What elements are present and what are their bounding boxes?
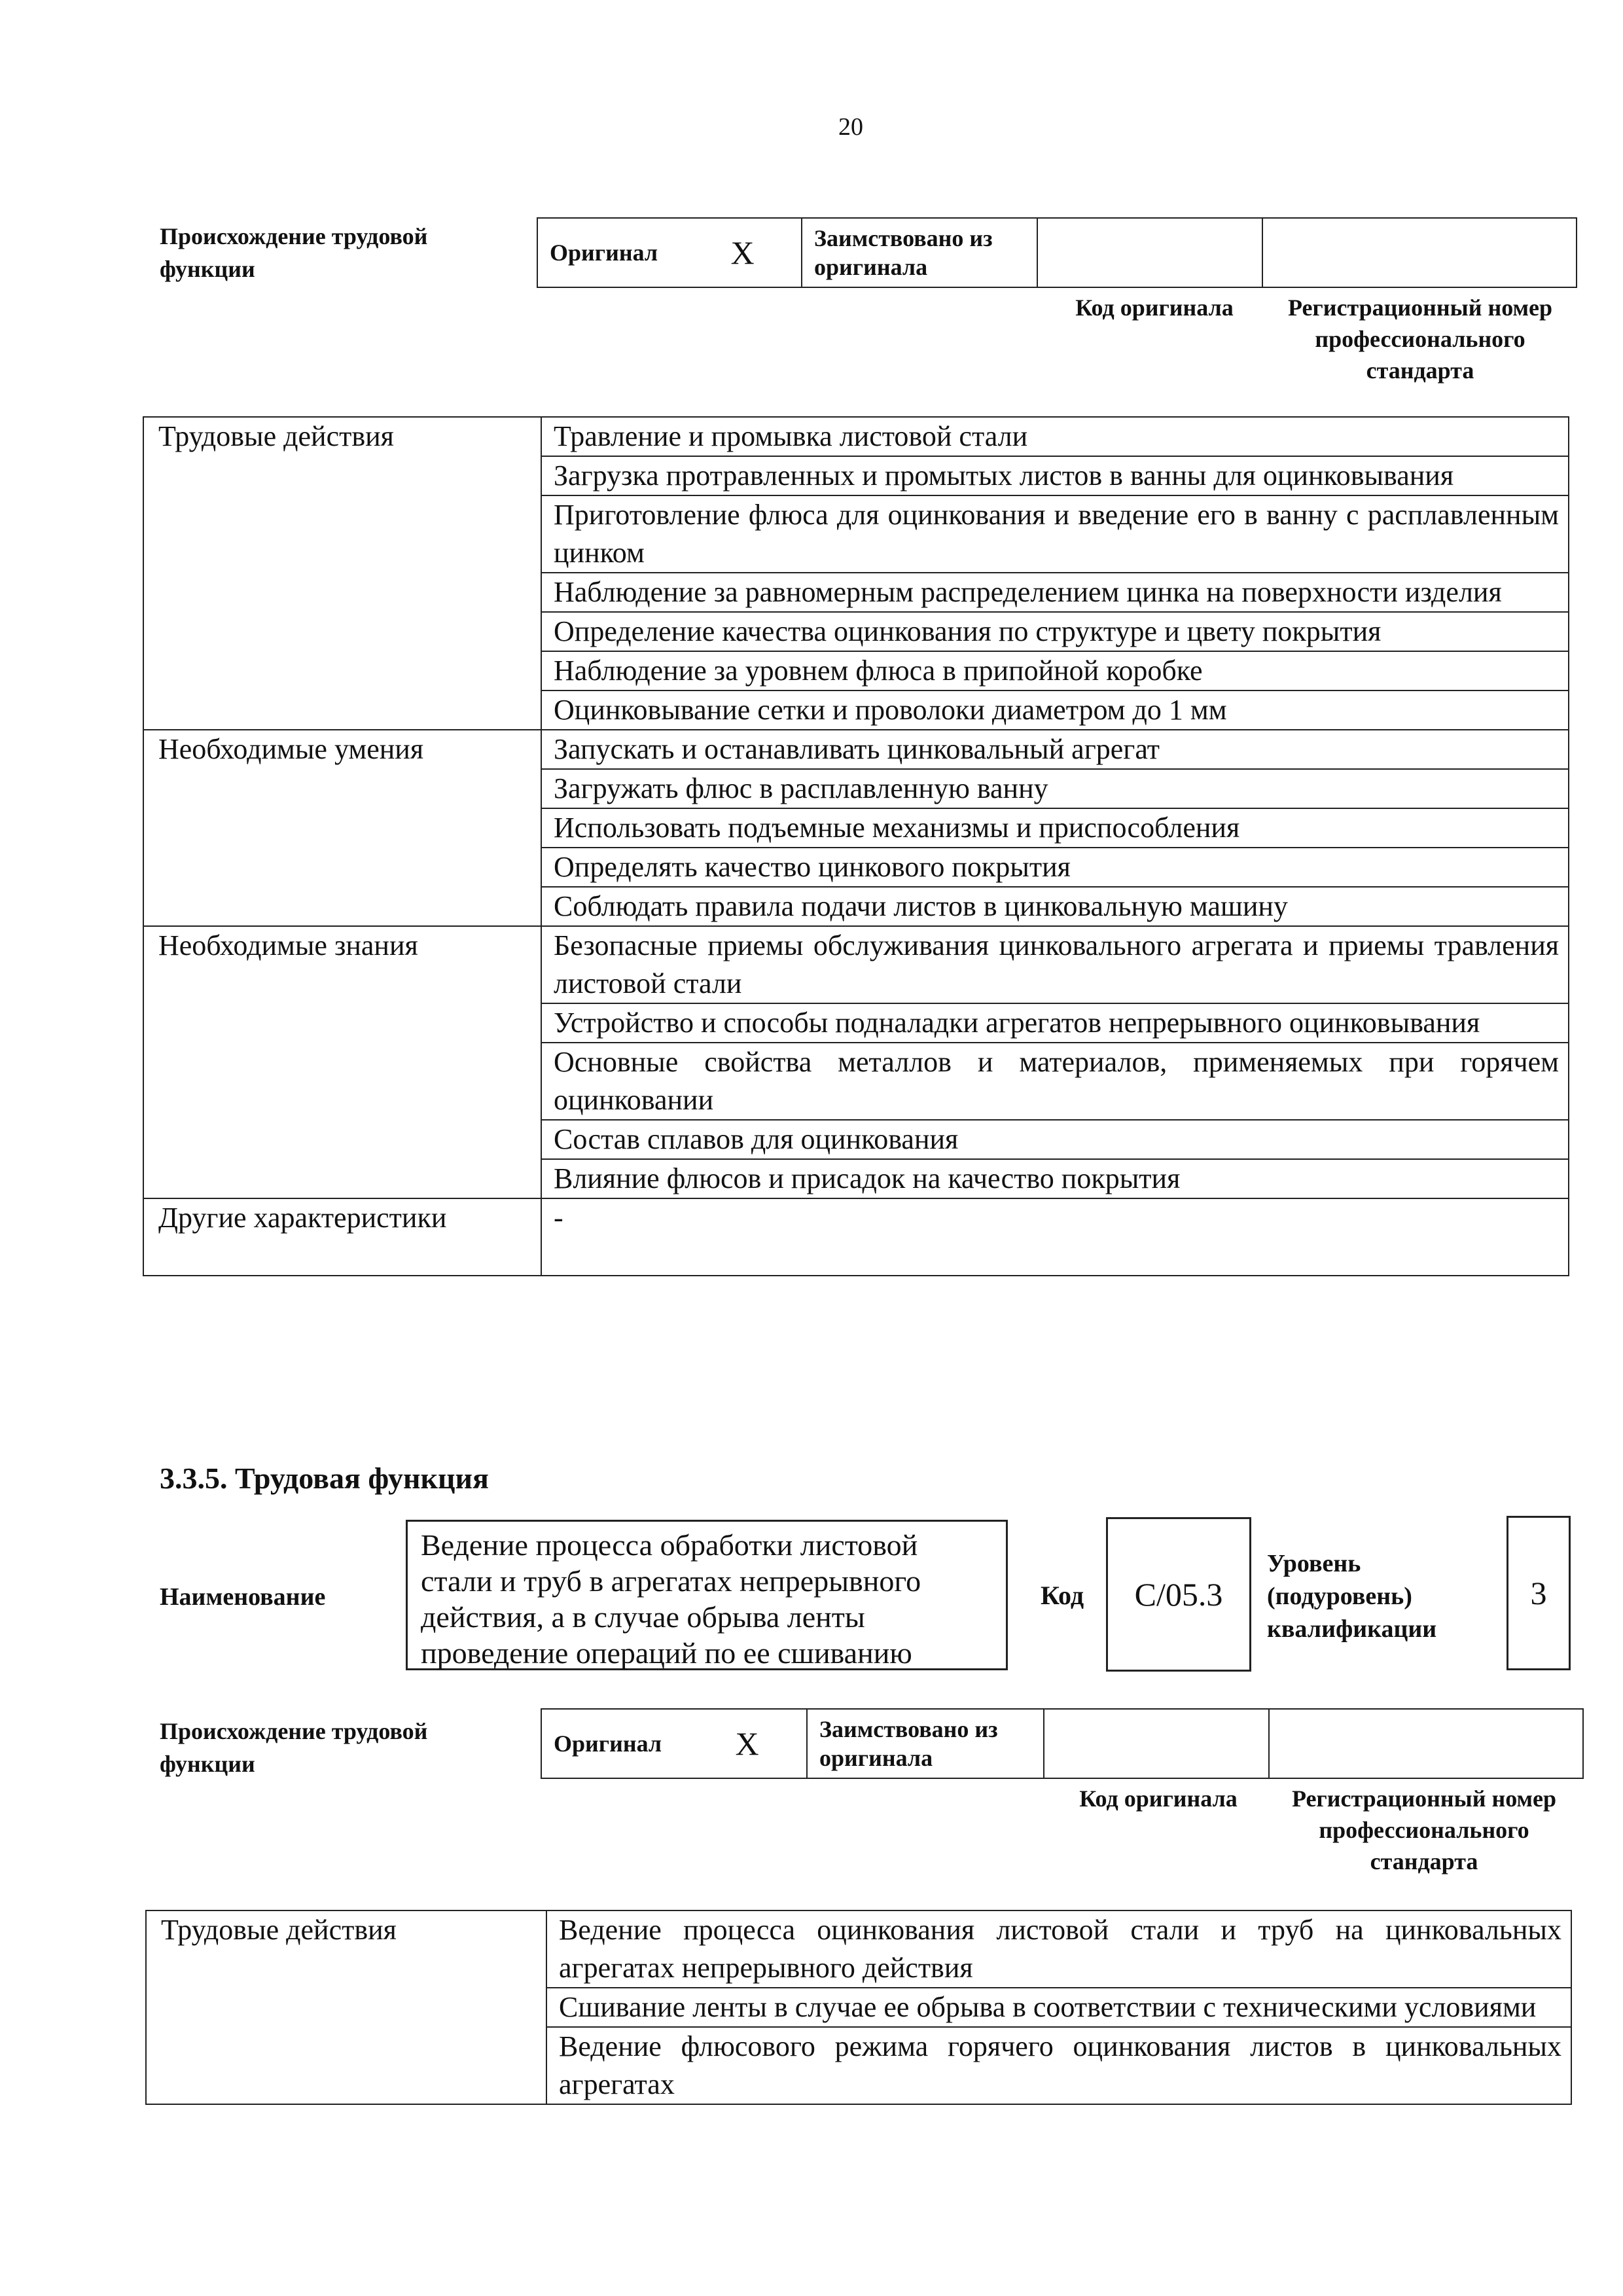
knowledge-item: Устройство и способы подналадки агрегатов непрерывного оцинковывания (541, 1003, 1569, 1043)
origin-label: Происхождение трудовой функции (160, 1718, 428, 1777)
labor-action-item: Приготовление флюса для оцинкования и введение его в ванну с расплавленным цинком (541, 495, 1569, 573)
row-head-labor-actions: Трудовые действия (146, 1910, 546, 2104)
labor-action-item: Ведение флюсового режима горячего оцинкования листов в цинковальных агрегатах (546, 2027, 1571, 2104)
knowledge-item: Состав сплавов для оцинкования (541, 1120, 1569, 1159)
labor-action-item: Ведение процесса оцинкования листовой стали и труб на цинковальных агрегатах непрерывного действия (546, 1910, 1571, 1988)
row-head-other: Другие характеристики (143, 1198, 541, 1276)
skill-item: Соблюдать правила подачи листов в цинковальную машину (541, 887, 1569, 926)
labor-action-item: Травление и промывка листовой стали (541, 417, 1569, 456)
knowledge-item: Безопасные приемы обслуживания цинковального агрегата и приемы травления листовой стали (541, 926, 1569, 1003)
origin-table (537, 217, 1577, 288)
labor-actions-table (145, 1910, 1572, 2105)
labor-action-item: Загрузка протравленных и промытых листов в ванны для оцинковывания (541, 456, 1569, 495)
code-label: Код (1041, 1581, 1084, 1610)
original-code-cell (1044, 1709, 1269, 1778)
skill-item: Использовать подъемные механизмы и приспособления (541, 808, 1569, 848)
knowledge-item: Основные свойства металлов и материалов, применяемых при горячем оцинковании (541, 1043, 1569, 1120)
labor-action-item: Наблюдение за равномерным распределением цинка на поверхности изделия (541, 573, 1569, 612)
skill-item: Определять качество цинкового покрытия (541, 848, 1569, 887)
borrowed-cell: Заимствовано из оригинала (807, 1709, 1044, 1778)
name-label: Наименование (160, 1583, 326, 1611)
function-name-box: Ведение процесса обработки листовой стали и труб в агрегатах непрерывного действия, а в случае обрыва ленты проведение операций по ее сшиванию (406, 1520, 1008, 1670)
borrowed-cell: Заимствовано из оригинала (802, 218, 1037, 287)
code-box: C/05.3 (1106, 1517, 1251, 1672)
row-head-knowledge: Необходимые знания (143, 926, 541, 1198)
code-caption: Код оригинала (1079, 1785, 1238, 1812)
original-code-cell (1037, 218, 1262, 287)
page-number: 20 (838, 113, 863, 141)
labor-action-item: Наблюдение за уровнем флюса в припойной коробке (541, 651, 1569, 691)
level-label: Уровень (подуровень) квалификации (1267, 1550, 1437, 1643)
other-value: - (541, 1198, 1569, 1276)
labor-action-item: Сшивание ленты в случае ее обрыва в соответствии с техническими условиями (546, 1988, 1571, 2027)
skill-item: Загружать флюс в расплавленную ванну (541, 769, 1569, 808)
section-title: 3.3.5. Трудовая функция (160, 1462, 489, 1495)
original-cell: Оригинал (537, 218, 684, 287)
reg-caption: Регистрационный номер профессионального стандарта (1291, 1785, 1557, 1874)
original-mark: X (684, 218, 802, 287)
skill-item: Запускать и останавливать цинковальный агрегат (541, 730, 1569, 769)
level-box: 3 (1507, 1516, 1571, 1670)
row-head-skills: Необходимые умения (143, 730, 541, 926)
reg-number-cell (1269, 1709, 1583, 1778)
origin-label: Происхождение трудовой функции (160, 223, 428, 282)
origin-table (541, 1708, 1584, 1779)
reg-caption: Регистрационный номер профессионального стандарта (1287, 295, 1553, 384)
original-mark: X (688, 1709, 807, 1778)
labor-function-table (143, 416, 1569, 1276)
labor-action-item: Оцинковывание сетки и проволоки диаметром до 1 мм (541, 691, 1569, 730)
original-cell: Оригинал (541, 1709, 688, 1778)
row-head-labor-actions: Трудовые действия (143, 417, 541, 730)
reg-number-cell (1262, 218, 1577, 287)
code-caption: Код оригинала (1075, 295, 1234, 321)
labor-action-item: Определение качества оцинкования по структуре и цвету покрытия (541, 612, 1569, 651)
knowledge-item: Влияние флюсов и присадок на качество покрытия (541, 1159, 1569, 1198)
